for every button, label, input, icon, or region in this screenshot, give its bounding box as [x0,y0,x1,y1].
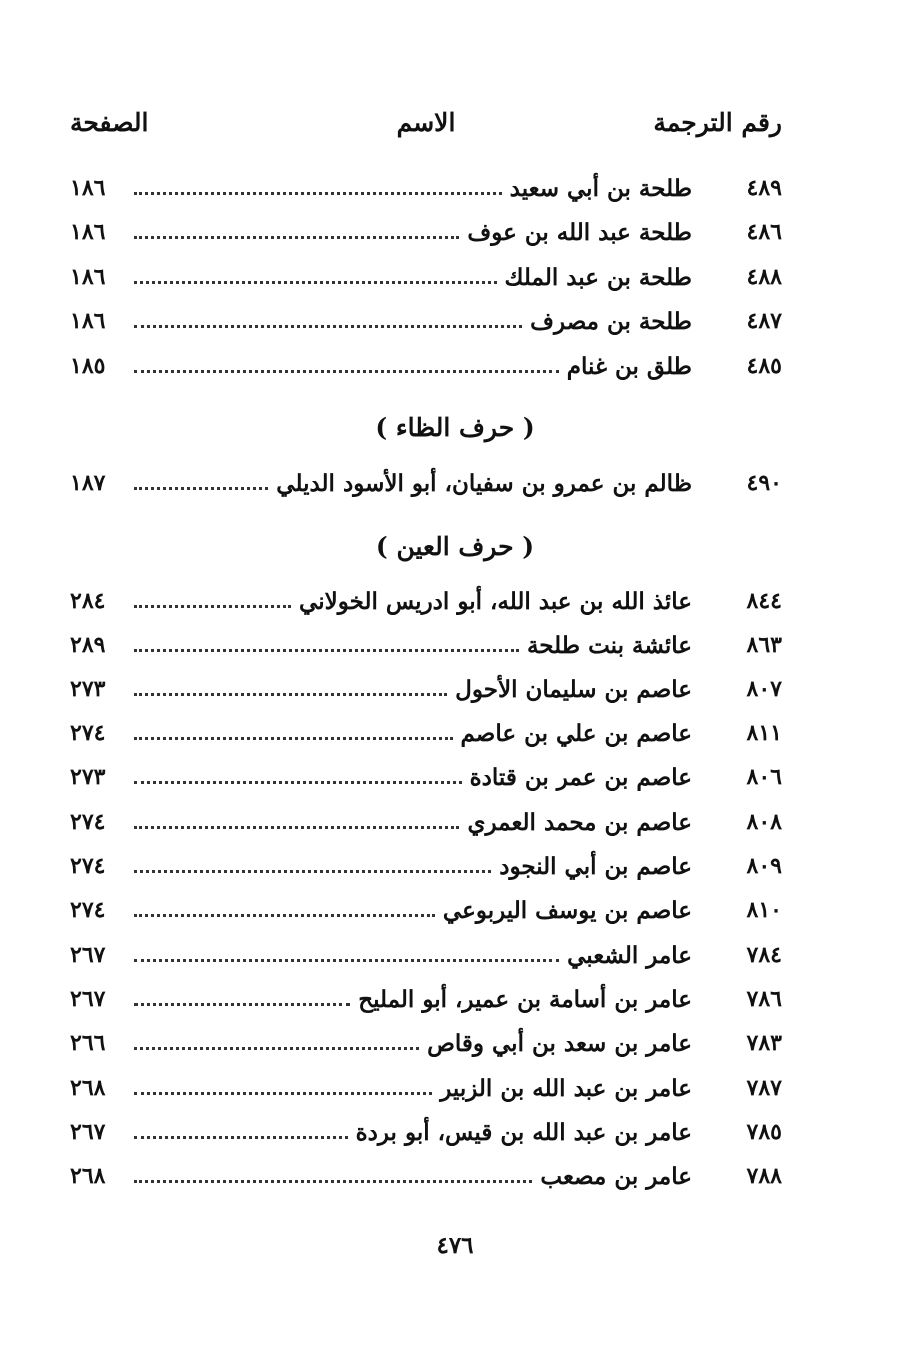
entry-number: ٧٨٨ [746,1163,782,1189]
entry-number: ٧٨٥ [746,1119,782,1145]
entry-page: ٢٦٧ [70,986,106,1012]
entry-name: طلق بن غنام [566,352,692,380]
entry-name: عامر بن أسامة بن عمير، أبو المليح [358,985,692,1013]
index-row [70,1112,782,1152]
entry-name: طلحة بن أبي سعيد [509,174,692,202]
index-row [70,1156,782,1196]
column-header [70,108,782,148]
entry-name: عامر بن سعد بن أبي وقاص [427,1029,692,1057]
entry-name: عائذ الله بن عبد الله، أبو ادريس الخولاني [299,587,692,615]
entry-name: عاصم بن علي بن عاصم [460,719,692,747]
entry-name: ظالم بن عمرو بن سفيان، أبو الأسود الديلي [276,469,692,497]
entry-page: ٢٦٧ [70,942,106,968]
entry-number: ٤٨٨ [746,264,782,290]
entry-number: ٨١٠ [746,897,782,923]
entry-page: ١٨٦ [70,219,106,245]
leader-dots [134,781,462,784]
entry-number: ٤٨٧ [746,308,782,334]
entry-page: ١٨٦ [70,175,106,201]
entry-name: عاصم بن أبي النجود [499,852,692,880]
entry-number: ٨٤٤ [746,588,782,614]
leader-dots [134,1003,350,1006]
entry-page: ٢٦٨ [70,1163,106,1189]
entry-name: عائشة بنت طلحة [526,631,692,659]
entry-number: ٤٨٥ [746,353,782,379]
entry-name: طلحة عبد الله بن عوف [467,218,692,246]
index-row [70,935,782,975]
page-number: ٤٧٦ [436,1232,474,1259]
leader-dots [134,281,497,284]
header-name: الاسم [396,108,456,137]
header-page: الصفحة [70,108,149,137]
leader-dots [134,914,435,917]
entry-page: ٢٧٤ [70,897,106,923]
index-row [70,301,782,341]
leader-dots [134,487,268,490]
entry-number: ٤٨٦ [746,219,782,245]
entry-page: ٢٨٩ [70,632,106,658]
leader-dots [134,325,522,328]
entry-page: ٢٧٣ [70,764,106,790]
entry-name: عاصم بن سليمان الأحول [455,675,692,703]
entry-number: ٤٩٠ [746,470,782,496]
index-row [70,757,782,797]
index-row [70,1023,782,1063]
index-row [70,625,782,665]
entry-number: ٧٨٦ [746,986,782,1012]
entry-number: ٧٨٤ [746,942,782,968]
leader-dots [134,1047,419,1050]
index-row [70,846,782,886]
entry-page: ٢٦٦ [70,1030,106,1056]
entry-name: عامر بن عبد الله بن قيس، أبو بردة [355,1118,692,1146]
leader-dots [134,826,459,829]
index-row [70,890,782,930]
entry-number: ٧٨٣ [746,1030,782,1056]
leader-dots [134,1092,432,1095]
entry-name: عامر الشعبي [567,941,692,969]
leader-dots [134,1180,532,1183]
leader-dots [134,693,447,696]
leader-dots [134,959,559,962]
entry-number: ٤٨٩ [746,175,782,201]
index-row [70,979,782,1019]
entry-number: ٨٠٧ [746,676,782,702]
entry-page: ٢٨٤ [70,588,106,614]
section-heading-zaa: ( حرف الظاء ) [375,413,535,442]
entry-page: ٢٧٣ [70,676,106,702]
index-row [70,463,782,503]
leader-dots [134,605,291,608]
entry-page: ١٨٦ [70,264,106,290]
leader-dots [134,370,559,373]
index-row [70,257,782,297]
entry-page: ٢٧٤ [70,809,106,835]
entry-number: ٧٨٧ [746,1075,782,1101]
leader-dots [134,1136,348,1139]
entry-name: طلحة بن عبد الملك [504,263,692,291]
index-row [70,669,782,709]
entry-name: طلحة بن مصرف [530,307,692,335]
entry-number: ٨٠٦ [746,764,782,790]
entry-name: عامر بن عبد الله بن الزبير [440,1074,692,1102]
leader-dots [134,737,453,740]
entry-page: ٢٧٤ [70,853,106,879]
index-row [70,581,782,621]
entry-page: ١٨٥ [70,353,106,379]
entry-number: ٨٦٣ [746,632,782,658]
leader-dots [134,236,459,239]
entry-name: عامر بن مصعب [540,1162,692,1190]
index-row [70,1068,782,1108]
leader-dots [134,870,491,873]
entry-number: ٨٠٩ [746,853,782,879]
index-row [70,212,782,252]
section-heading-ain: ( حرف العين ) [375,532,535,561]
entry-page: ٢٦٨ [70,1075,106,1101]
index-row [70,802,782,842]
entry-number: ٨١١ [746,720,782,746]
leader-dots [134,192,502,195]
index-row [70,168,782,208]
entry-page: ١٨٦ [70,308,106,334]
index-row [70,346,782,386]
entry-page: ٢٧٤ [70,720,106,746]
entry-number: ٨٠٨ [746,809,782,835]
header-entry-number: رقم الترجمة [653,108,782,137]
leader-dots [134,649,519,652]
entry-name: عاصم بن محمد العمري [467,808,692,836]
index-row [70,713,782,753]
entry-page: ٢٦٧ [70,1119,106,1145]
entry-name: عاصم بن يوسف اليربوعي [442,896,692,924]
entry-name: عاصم بن عمر بن قتادة [469,763,692,791]
entry-page: ١٨٧ [70,470,106,496]
